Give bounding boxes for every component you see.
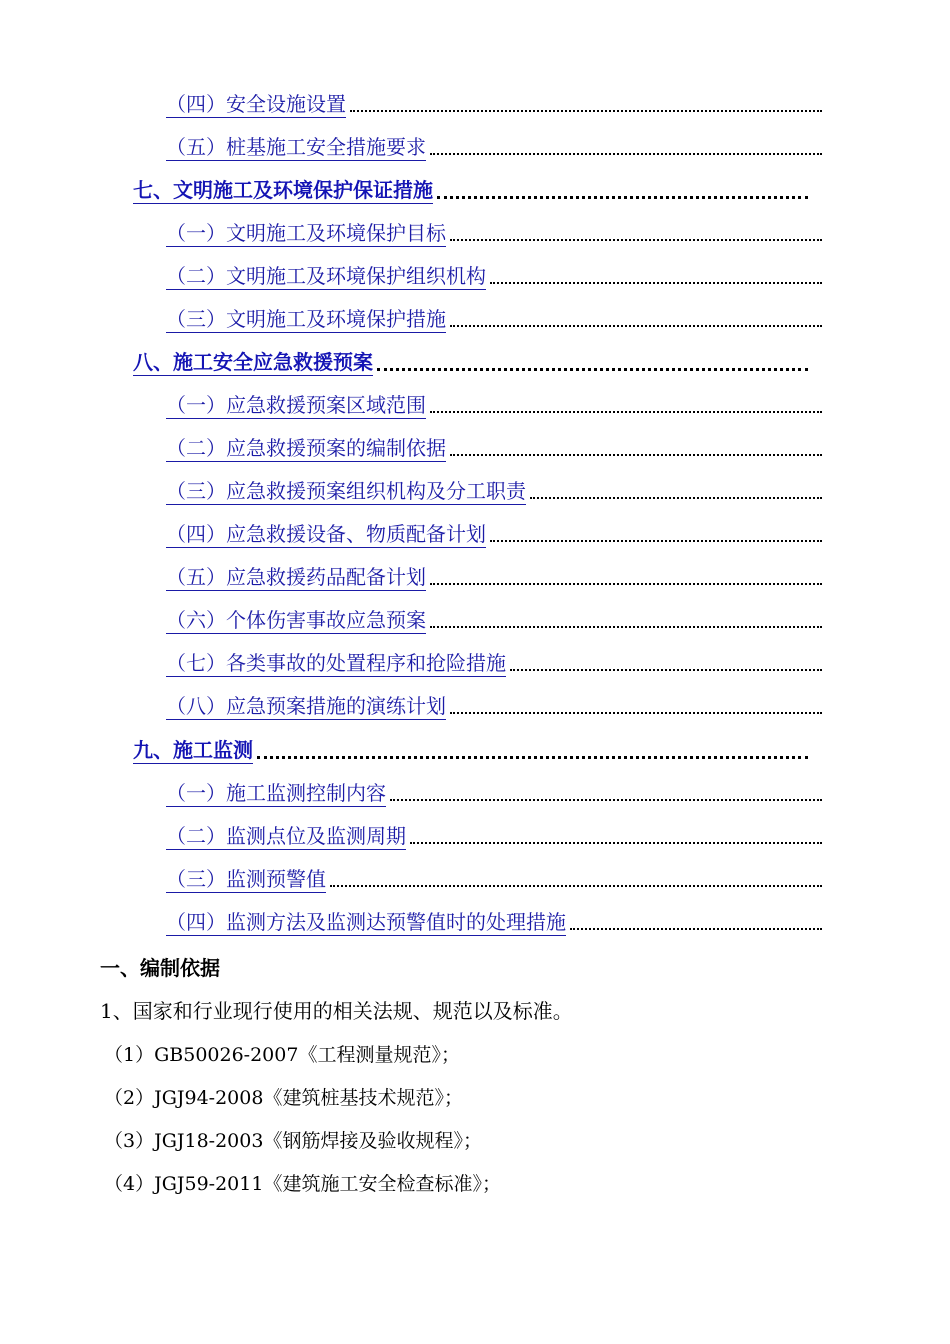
toc-entry[interactable]	[166, 906, 822, 936]
toc-leader-dots	[430, 409, 822, 413]
section-intro: 1、国家和行业现行使用的相关法规、规范以及标准。	[100, 999, 573, 1023]
toc-chapter-text[interactable]: 七、文明施工及环境保护保证措施	[133, 178, 433, 202]
toc-leader-dots	[490, 538, 822, 542]
standard-item: （1）GB50026-2007《工程测量规范》；	[104, 1044, 460, 1066]
toc-entry-text[interactable]: （四）应急救援设备、物质配备计划	[166, 522, 486, 546]
toc-entry-text[interactable]: （一）文明施工及环境保护目标	[166, 221, 446, 245]
toc-entry-text[interactable]: （四）监测方法及监测达预警值时的处理措施	[166, 910, 566, 934]
toc-entry-text[interactable]: （一）施工监测控制内容	[166, 781, 386, 805]
toc-entry[interactable]	[166, 777, 822, 807]
toc-leader-dots	[437, 193, 808, 199]
toc-entry-text[interactable]: （七）各类事故的处置程序和抢险措施	[166, 651, 506, 675]
toc-chapter-text[interactable]: 九、施工监测	[133, 738, 253, 762]
toc-leader-dots	[490, 280, 822, 284]
toc-entry-text[interactable]: （五）应急救援药品配备计划	[166, 565, 426, 589]
toc-leader-dots	[450, 710, 822, 714]
toc-leader-dots	[530, 495, 822, 499]
toc-chapter[interactable]	[133, 174, 808, 204]
toc-entry-text[interactable]: （二）监测点位及监测周期	[166, 824, 406, 848]
toc-entry-text[interactable]: （一）应急救援预案区域范围	[166, 393, 426, 417]
toc-entry[interactable]	[166, 604, 822, 634]
toc-entry-text[interactable]: （三）文明施工及环境保护措施	[166, 307, 446, 331]
toc-entry[interactable]	[166, 217, 822, 247]
toc-chapter[interactable]	[133, 346, 808, 376]
toc-leader-dots	[450, 452, 822, 456]
section-heading: 一、编制依据	[100, 956, 220, 980]
toc-entry-text[interactable]: （三）监测预警值	[166, 867, 326, 891]
toc-leader-dots	[450, 323, 822, 327]
toc-chapter[interactable]	[133, 734, 808, 764]
toc-entry[interactable]	[166, 820, 822, 850]
toc-leader-dots	[430, 581, 822, 585]
toc-leader-dots	[430, 151, 822, 155]
toc-entry-text[interactable]: （二）应急救援预案的编制依据	[166, 436, 446, 460]
toc-entry-text[interactable]: （二）文明施工及环境保护组织机构	[166, 264, 486, 288]
toc-entry-text[interactable]: （六）个体伤害事故应急预案	[166, 608, 426, 632]
toc-leader-dots	[257, 753, 808, 759]
toc-leader-dots	[510, 667, 822, 671]
toc-entry[interactable]	[166, 432, 822, 462]
toc-entry[interactable]	[166, 303, 822, 333]
toc-leader-dots	[390, 797, 822, 801]
toc-leader-dots	[330, 883, 822, 887]
toc-entry[interactable]	[166, 561, 822, 591]
toc-entry-text[interactable]: （八）应急预案措施的演练计划	[166, 694, 446, 718]
toc-chapter-text[interactable]: 八、施工安全应急救援预案	[133, 350, 373, 374]
toc-leader-dots	[450, 237, 822, 241]
toc-entry-text[interactable]: （四）安全设施设置	[166, 92, 346, 116]
toc-leader-dots	[377, 365, 808, 371]
toc-entry[interactable]	[166, 88, 822, 118]
toc-leader-dots	[430, 624, 822, 628]
standard-item: （3）JGJ18-2003《钢筋焊接及验收规程》；	[104, 1130, 482, 1152]
toc-entry-text[interactable]: （三）应急救援预案组织机构及分工职责	[166, 479, 526, 503]
toc-entry[interactable]	[166, 863, 822, 893]
toc-entry[interactable]	[166, 518, 822, 548]
toc-leader-dots	[410, 840, 822, 844]
toc-entry[interactable]	[166, 647, 822, 677]
toc-leader-dots	[570, 926, 822, 930]
standard-item: （2）JGJ94-2008《建筑桩基技术规范》；	[104, 1087, 463, 1109]
toc-entry[interactable]	[166, 260, 822, 290]
toc-entry[interactable]	[166, 389, 822, 419]
toc-entry-text[interactable]: （五）桩基施工安全措施要求	[166, 135, 426, 159]
toc-entry[interactable]	[166, 690, 822, 720]
standard-item: （4）JGJ59-2011《建筑施工安全检查标准》；	[104, 1173, 501, 1195]
toc-leader-dots	[350, 108, 822, 112]
toc-entry[interactable]	[166, 131, 822, 161]
toc-entry[interactable]	[166, 475, 822, 505]
